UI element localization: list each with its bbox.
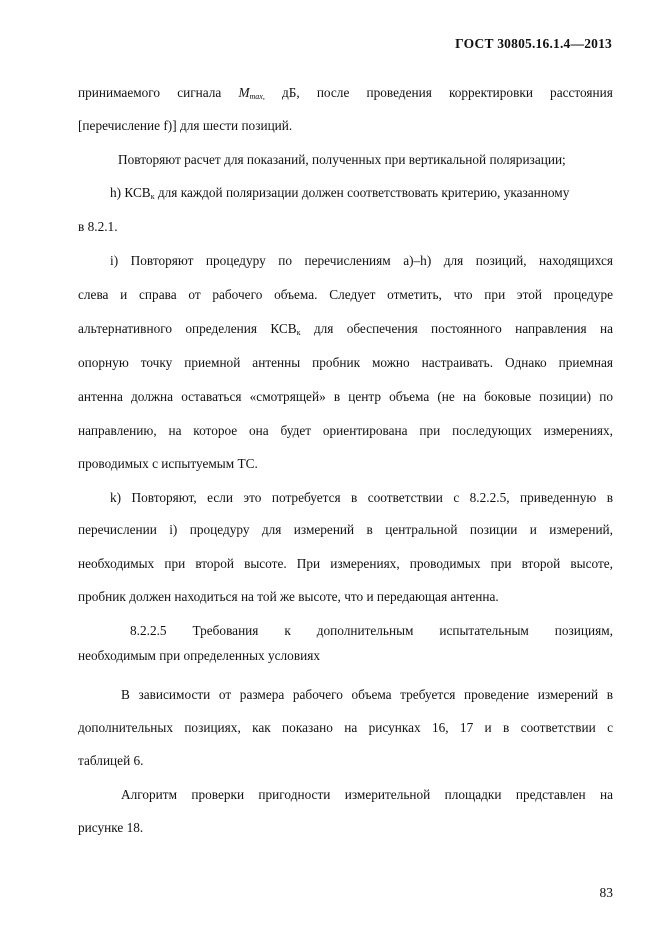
word: после <box>316 85 350 100</box>
text-fragment: для каждой поляризации должен соответствовать критерию, указанному <box>154 185 570 200</box>
text-fragment: для обеспечения постоянного направления на <box>300 321 613 336</box>
text-line: i) Повторяют процедуру по перечислениям а)–h) для позиций, находящихся <box>110 253 613 268</box>
text-line: таблицей 6. <box>78 753 144 768</box>
word: дБ, <box>281 85 300 100</box>
word: дополнительным <box>316 623 414 638</box>
text-fragment: альтернативного определения КСВ <box>78 321 297 336</box>
word: сигнала <box>177 85 222 100</box>
word: к <box>284 623 291 638</box>
text-line <box>78 321 613 337</box>
text-line: k) Повторяют, если это потребуется в соответствии с 8.2.2.5, приведенную в <box>110 490 613 505</box>
text-line: в 8.2.1. <box>78 219 118 234</box>
symbol-subscript: max, <box>249 92 265 101</box>
text-line: опорную точку приемной антенны пробник можно настраивать. Однако приемная <box>78 355 613 370</box>
text-line <box>110 185 613 201</box>
text-line: необходимых при второй высоте. При измерениях, проводимых при второй высоте, <box>78 556 613 571</box>
section-heading-line: необходимым при определенных условиях <box>78 648 320 663</box>
text-line: слева и справа от рабочего объема. Следует отметить, что при этой процедуре <box>78 287 613 302</box>
document-header: ГОСТ 30805.16.1.4—2013 <box>455 36 612 51</box>
subscript: к <box>296 328 301 337</box>
text-line: пробник должен находиться на той же высоте, что и передающая антенна. <box>78 589 499 604</box>
text-line: антенна должна оставаться «смотрящей» в центр объема (не на боковые позиции) по <box>78 389 613 404</box>
text-line: В зависимости от размера рабочего объема требуется проведение измерений в <box>121 687 613 702</box>
text-line: дополнительных позициях, как показано на рисунках 16, 17 и в соответствии с <box>78 720 613 735</box>
word: принимаемого <box>78 85 161 100</box>
text-fragment: h) КСВ <box>110 185 151 200</box>
text-line: рисунке 18. <box>78 820 144 835</box>
text-line <box>78 85 613 101</box>
word: испытательным <box>439 623 529 638</box>
word: расстояния <box>550 85 613 100</box>
section-number: 8.2.2.5 <box>130 623 167 638</box>
symbol-m: M <box>238 85 250 100</box>
text-line: Алгоритм проверки пригодности измерительной площадки представлен на <box>121 787 613 802</box>
text-line: направлению, на которое она будет ориентирована при последующих измерениях, <box>78 423 613 438</box>
text-line: проводимых с испытуемым ТС. <box>78 456 258 471</box>
word: корректировки <box>448 85 533 100</box>
subscript: к <box>150 192 155 201</box>
text-line: [перечисление f)] для шести позиций. <box>78 118 293 133</box>
page-number: 83 <box>599 885 613 900</box>
symbol-m-max <box>238 85 264 101</box>
word: позициям, <box>554 623 613 638</box>
word: проведения <box>366 85 432 100</box>
text-line: перечислении i) процедуру для измерений в центральной позиции и измерений, <box>78 522 613 537</box>
text-line: Повторяют расчет для показаний, полученных при вертикальной поляризации; <box>118 152 566 167</box>
section-heading-line <box>130 623 613 639</box>
word: Требования <box>192 623 259 638</box>
